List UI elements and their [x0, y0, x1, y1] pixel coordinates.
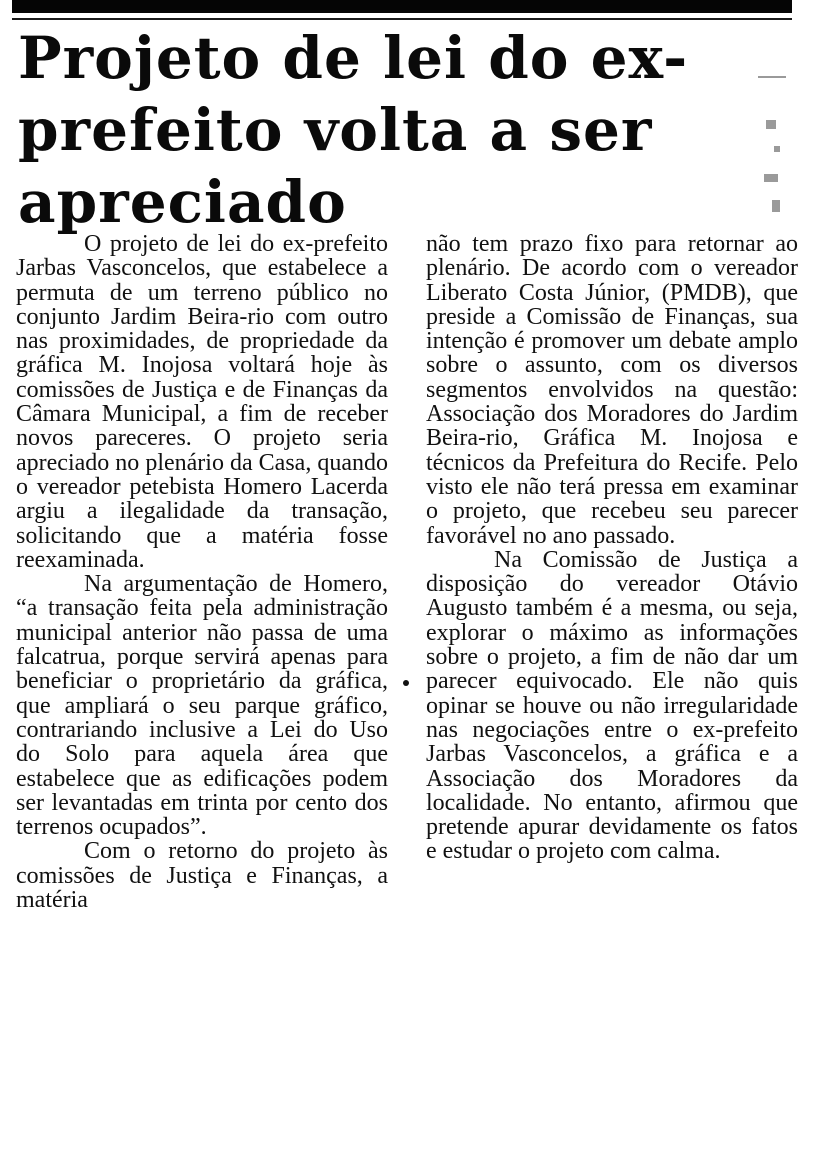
article-column-left — [16, 232, 388, 912]
article-headline: Projeto de lei do ex-prefeito volta a ser apreciado — [18, 24, 689, 236]
margin-print-marks — [752, 70, 792, 220]
top-thin-rule — [12, 18, 792, 20]
top-rule — [12, 0, 792, 13]
article-column-right — [426, 232, 798, 864]
paragraph: Na Comissão de Justiça a disposição do vereador Otávio Augusto também é a mesma, ou seja, explorar o máximo as informações sobre o projeto, a fim de não dar um parecer equivocado. Ele não quis opinar se houve ou não irregularidade nas negociações entre o ex-prefeito Jarbas Vasconcelos, a gráfica e a Associação dos Moradores da localidade. No entanto, afirmou que pretende apurar devidamente os fatos e estudar o projeto com calma. — [426, 546, 798, 865]
paragraph: não tem prazo fixo para retornar ao plenário. De acordo com o vereador Liberato Costa Júnior, (PMDB), que preside a Comissão de Finanças, sua intenção é promover um debate amplo sobre o assunto, com os diversos segmentos envolvidos na questão: Associação dos Moradores do Jardim Beira-rio, Gráfica M. Inojosa e técnicos da Prefeitura do Recife. Pelo visto ele não terá pressa em examinar o projeto, que recebeu seu parecer favorável no ano passado. — [426, 231, 798, 549]
print-speck — [403, 680, 409, 686]
paragraph: Na argumentação de Homero, “a transação feita pela administração municipal anterior não passa de uma falcatrua, porque servirá apenas para beneficiar o proprietário da gráfica, que ampliará o seu parque gráfico, contrariando inclusive a Lei do Uso do Solo para aquela área que estabelece que as edificações podem ser levantadas em trinta por cento dos terrenos ocupados”. — [16, 571, 388, 841]
paragraph: Com o retorno do projeto às comissões de Justiça e Finanças, a matéria — [16, 838, 388, 914]
paragraph: O projeto de lei do ex-prefeito Jarbas Vasconcelos, que estabelece a permuta de um terreno público no conjunto Jardim Beira-rio com outro nas proximidades, de propriedade da gráfica M. Inojosa voltará hoje às comissões de Justiça e de Finanças da Câmara Municipal, a fim de receber novos pareceres. O projeto seria apreciado no plenário da Casa, quando o vereador petebista Homero Lacerda argiu a ilegalidade da transação, solicitando que a matéria fosse reexaminada. — [16, 231, 388, 573]
